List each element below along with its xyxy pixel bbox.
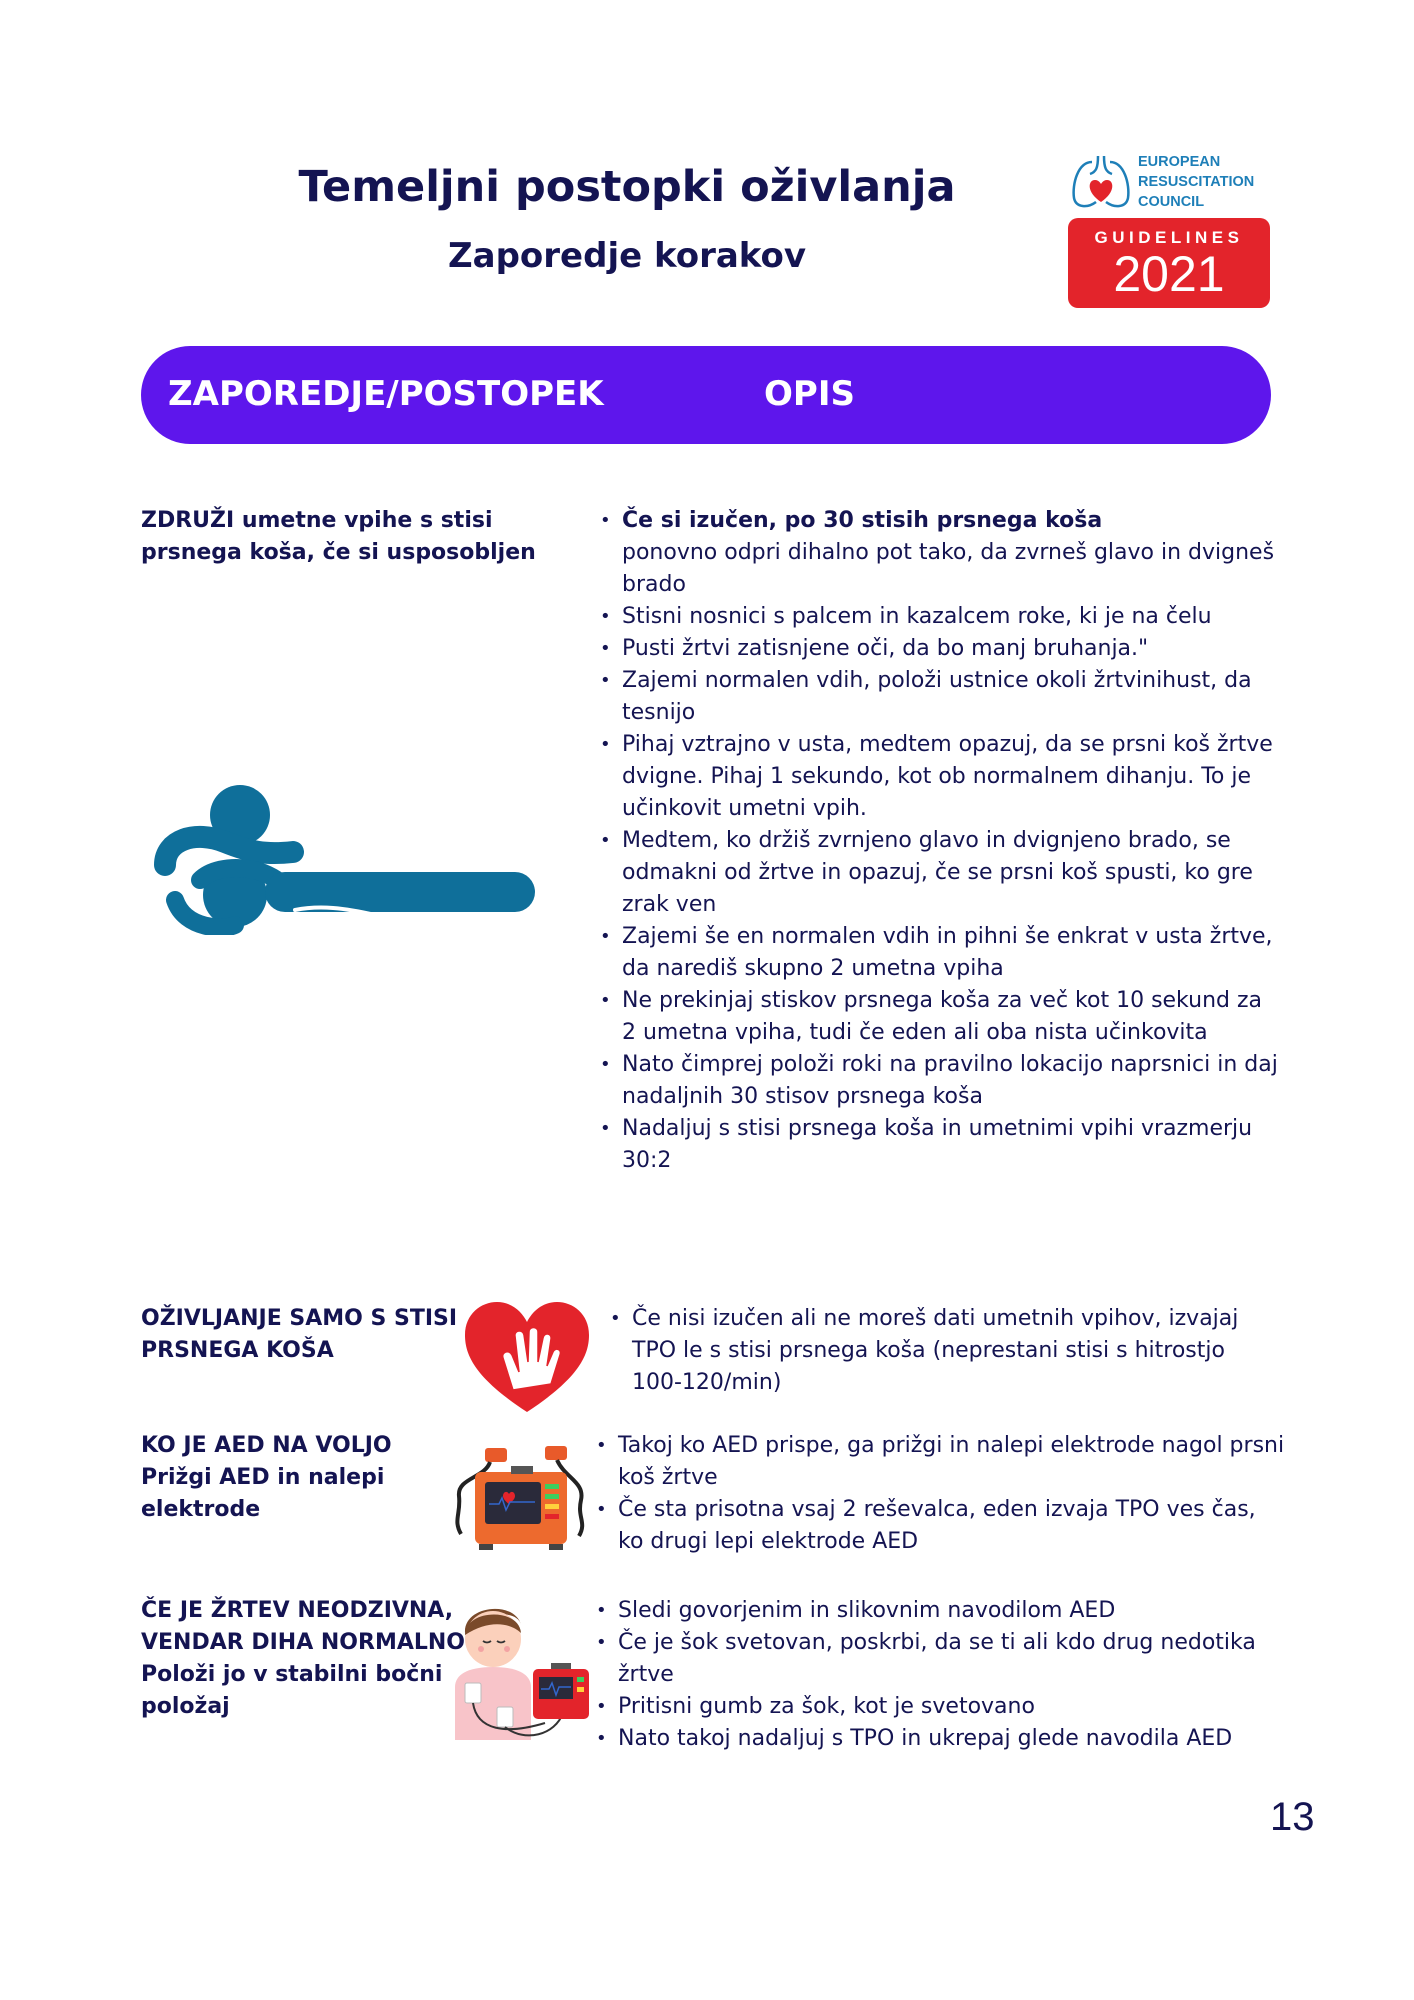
list-item: • Medtem, ko držiš zvrnjeno glavo in dvignjeno brado, se odmakni od žrtve in opazuj, če se prsni koš spusti, ko gre zrak ven — [600, 825, 1280, 921]
step-label-aed: KO JE AED NA VOLJO Prižgi AED in nalepi elektrode — [141, 1433, 392, 1522]
list-item: • Zajemi normalen vdih, položi ustnice okoli žrtvinihust, da tesnijo — [600, 665, 1280, 729]
aed-device-icon — [445, 1438, 595, 1553]
erc-org-name: EUROPEAN RESUSCITATION COUNCIL — [1138, 154, 1255, 210]
column-header-description: OPIS — [764, 374, 855, 414]
patient-aed-icon — [445, 1595, 595, 1745]
list-item: • Pusti žrtvi zatisnjene oči, da bo manj bruhanja." — [600, 633, 1280, 665]
list-item: • Pritisni gumb za šok, kot je svetovano — [596, 1691, 1286, 1723]
list-item: • Nato takoj nadaljuj s TPO in ukrepaj glede navodila AED — [596, 1723, 1286, 1755]
list-item: • Če je šok svetovan, poskrbi, da se ti ali kdo drug nedotika žrtve — [596, 1627, 1286, 1691]
list-item: • Zajemi še en normalen vdih in pihni še enkrat v usta žrtve, da narediš skupno 2 umetna vpiha — [600, 921, 1280, 985]
list-item: • Nato čimprej položi roki na pravilno lokacijo naprsnici in daj nadaljnih 30 stisov prsnega koša — [600, 1049, 1280, 1113]
step-description-compression-only — [610, 1303, 1275, 1399]
list-item: • Takoj ko AED prispe, ga prižgi in nalepi elektrode nagol prsni koš žrtve — [596, 1430, 1286, 1494]
list-item: • Nadaljuj s stisi prsnega koša in umetnimi vpihi vrazmerju 30:2 — [600, 1113, 1280, 1177]
page-subtitle: Zaporedje korakov — [448, 236, 806, 276]
table-header-bar — [141, 346, 1271, 444]
page-number: 13 — [1270, 1795, 1315, 1839]
guidelines-badge: GUIDELINES 2021 — [1068, 218, 1270, 308]
step-description-aed — [596, 1430, 1286, 1558]
heart-hand-icon — [465, 1300, 590, 1415]
rescue-breath-icon — [145, 780, 535, 935]
step-label-unresponsive: ČE JE ŽRTEV NEODZIVNA, VENDAR DIHA NORMALNO Položi jo v stabilni bočni položaj — [141, 1598, 466, 1719]
list-item: • Če nisi izučen ali ne moreš dati umetnih vpihov, izvajaj TPO le s stisi prsnega koša (neprestani stisi s hitrostjo 100-120/min) — [610, 1303, 1275, 1399]
erc-logo — [1068, 148, 1278, 308]
column-header-sequence: ZAPOREDJE/POSTOPEK — [168, 374, 604, 414]
lungs-heart-icon — [1068, 148, 1134, 214]
list-item: • Stisni nosnici s palcem in kazalcem roke, ki je na čelu — [600, 601, 1280, 633]
list-item: • Sledi govorjenim in slikovnim navodilom AED — [596, 1595, 1286, 1627]
list-item: • Pihaj vztrajno v usta, medtem opazuj, da se prsni koš žrtve dvigne. Pihaj 1 sekundo, kot ob normalnem dihanju. To je učinkovit umetni vpih. — [600, 729, 1280, 825]
step-label-combine: ZDRUŽI umetne vpihe s stisi prsnega koša, če si usposobljen — [141, 508, 536, 565]
step-description-combine — [600, 505, 1280, 1177]
list-item: • Ne prekinjaj stiskov prsnega koša za več kot 10 sekund za 2 umetna vpiha, tudi če eden ali oba nista učinkovita — [600, 985, 1280, 1049]
list-item: • Če sta prisotna vsaj 2 reševalca, eden izvaja TPO ves čas, ko drugi lepi elektrode AED — [596, 1494, 1286, 1558]
page-title: Temeljni postopki oživlanja — [298, 162, 956, 212]
step-description-unresponsive — [596, 1595, 1286, 1755]
list-item: • Če si izučen, po 30 stisih prsnega koša ponovno odpri dihalno pot tako, da zvrneš glavo in dvigneš brado — [600, 505, 1280, 601]
step-label-compression-only: OŽIVLJANJE SAMO S STISI PRSNEGA KOŠA — [141, 1306, 458, 1363]
